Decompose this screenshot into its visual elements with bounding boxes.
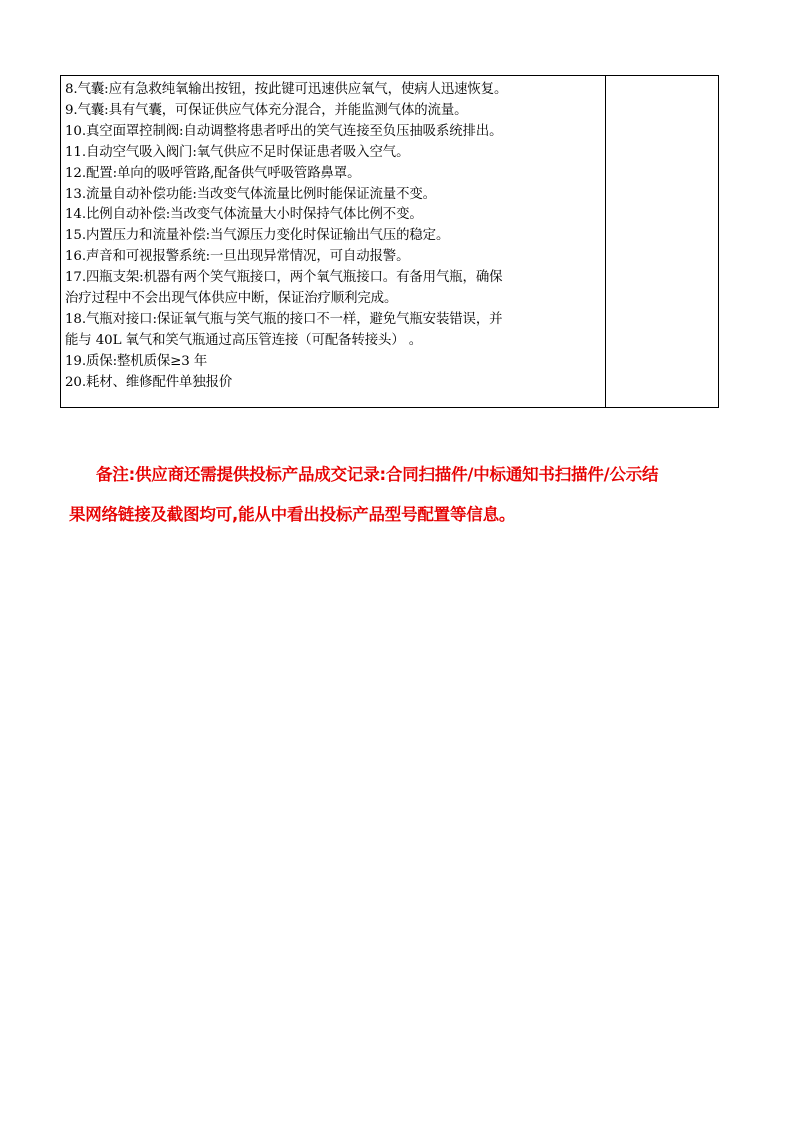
requirements-list <box>61 76 605 394</box>
requirement-item-14: 14.比例自动补偿:当改变气体流量大小时保持气体比例不变。 <box>65 207 423 223</box>
requirement-item-10: 10.真空面罩控制阀:自动调整将患者呼出的笑气连接至负压抽吸系统排出。 <box>65 123 503 139</box>
requirement-item-19: 19.质保:整机质保≥3 年 <box>65 353 208 369</box>
requirement-item-8: 8.气囊:应有急救纯氧输出按钮，按此键可迅速供应氧气，使病人迅速恢复。 <box>65 82 508 97</box>
requirement-item-9: 9.气囊:具有气囊，可保证供应气体充分混合，并能监测气体的流量。 <box>65 102 468 118</box>
requirement-item-15: 15.内置压力和流量补偿:当气源压力变化时保证输出气压的稳定。 <box>65 228 450 244</box>
response-cell <box>606 76 719 408</box>
remark-line-1: 备注:供应商还需提供投标产品成交记录:合同扫描件/中标通知书扫描件/公示结 <box>96 465 659 484</box>
requirement-item-16: 16.声音和可视报警系统:一旦出现异常情况，可自动报警。 <box>65 249 410 265</box>
requirement-item-17-continued: 治疗过程中不会出现气体供应中断，保证治疗顺利完成。 <box>65 291 398 307</box>
requirement-item-18-continued: 能与 40L 氧气和笑气瓶通过高压管连接（可配备转接头） 。 <box>65 332 423 348</box>
remark-note <box>69 455 726 535</box>
table-row <box>61 76 719 408</box>
requirement-item-18: 18.气瓶对接口:保证氧气瓶与笑气瓶的接口不一样，避免气瓶安装错误，并 <box>65 311 503 327</box>
remark-line-2: 果网络链接及截图均可,能从中看出投标产品型号配置等信息。 <box>69 505 516 524</box>
requirement-item-13: 13.流量自动补偿功能:当改变气体流量比例时能保证流量不变。 <box>65 186 436 202</box>
requirement-item-17: 17.四瓶支架:机器有两个笑气瓶接口，两个氧气瓶接口。有备用气瓶，确保 <box>65 270 503 286</box>
requirement-item-12: 12.配置:单向的吸呼管路,配备供气呼吸管路鼻罩。 <box>65 165 361 181</box>
requirements-cell <box>61 76 606 408</box>
requirement-item-11: 11.自动空气吸入阀门:氧气供应不足时保证患者吸入空气。 <box>65 144 410 160</box>
requirement-item-20: 20.耗材、维修配件单独报价 <box>65 374 233 390</box>
specification-table <box>60 75 719 408</box>
